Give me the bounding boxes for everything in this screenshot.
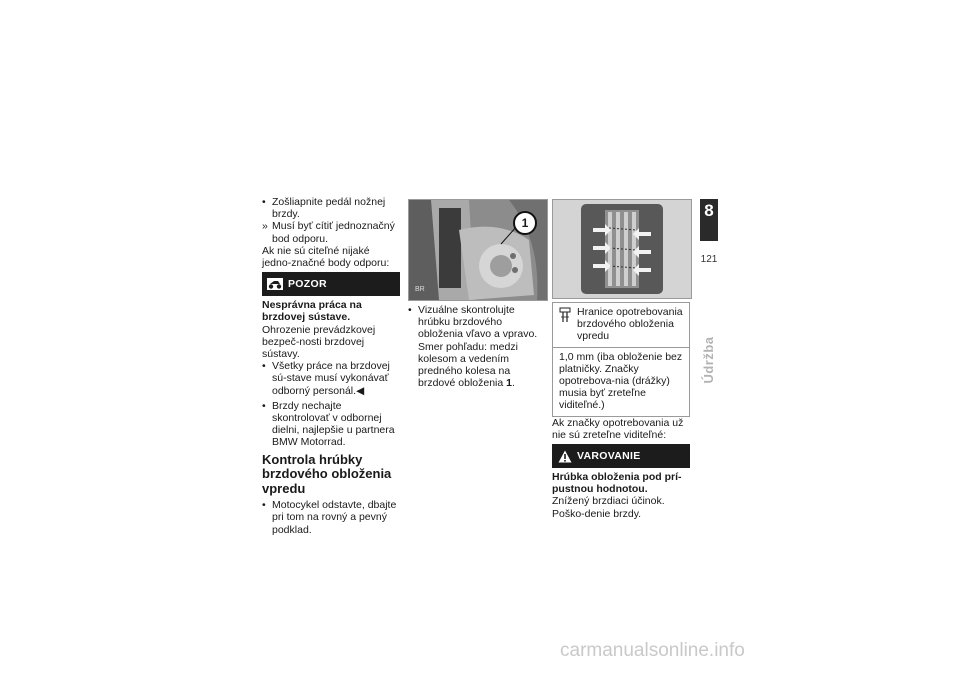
chapter-number: 8 [704,201,714,220]
spec-value: 1,0 mm (iba obloženie bez platničky. Značky opotrebova-nia (drážky) musia byť zreteľne viditeľné.) [553,347,689,416]
list-item: • Motocykel odstavte, dbajte pri tom na rovný a pevný podklad. [262,499,397,536]
list-item: • Zošliapnite pedál nožnej brzdy. [262,196,386,221]
caution-text: Ohrozenie prevádzkovej bezpeč-nosti brzdovej sústavy. [262,323,376,361]
chapter-title-vertical [697,320,721,400]
caution-banner [262,272,400,296]
wear-gauge-icon [559,307,571,323]
caution-title: Nesprávna práca na brzdovej sústave. [262,299,362,324]
list-item: • Brzdy nechajte skontrolovať v odbornej dielni, najlepšie u partnera BMW Motorrad. [262,399,395,449]
photo-code: BR [415,285,425,293]
brake-pad-diagram [552,199,692,299]
middle-column [408,304,546,389]
spec-box [552,302,690,417]
list-item: » Musí byť cítiť jednoznačný bod odporu. [262,220,395,245]
warning-text: Znížený brzdiaci účinok. Poško-denie brzdy. [552,495,665,520]
end-mark-icon: ◀ [356,384,365,397]
motorcycle-caution-icon [267,278,283,290]
warning-label: VAROVANIE [577,449,641,462]
chapter-title: Údržba [700,336,716,384]
paragraph: Ak značky opotrebovania už nie sú zreteľne viditeľné: [552,416,684,441]
caution-label: POZOR [288,278,327,291]
callout-1: 1 [513,211,537,235]
warning-title: Hrúbka obloženia pod prí-pustnou hodnotou. [552,471,682,496]
spec-title: Hranice opotrebovania brzdového obloženia vpredu [577,306,683,343]
paragraph: Ak nie sú citeľné nijaké jedno-značné body odporu: [262,244,390,270]
watermark: carmanualsonline.info [560,640,745,661]
list-item: • Všetky práce na brzdovej sú-stave musí vykonávať odborný personál.◀ [262,360,390,397]
left-column [262,196,400,536]
right-column [552,302,690,520]
list-item: • Vizuálne skontrolujte hrúbku brzdového obloženia vľavo a vpravo. Smer pohľadu: medzi kolesom a vedením predného kolesa na brzdové obloženia 1. [408,304,538,390]
section-heading: Kontrola hrúbky brzdového obloženia vpredu [262,451,392,496]
page-number: 121 [700,254,718,265]
warning-banner [552,444,690,468]
spec-title-row [553,303,689,347]
warning-triangle-icon [558,450,572,463]
brake-caliper-photo [408,199,548,301]
